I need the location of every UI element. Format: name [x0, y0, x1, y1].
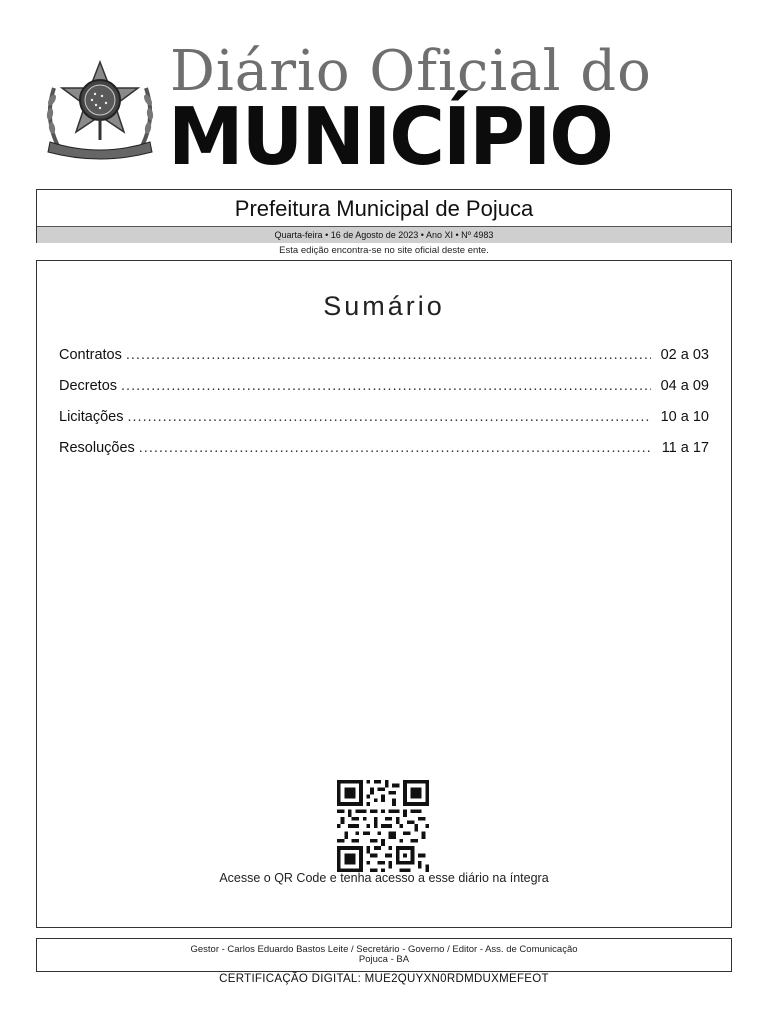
qr-caption: Acesse o QR Code e tenha acesso a esse diário na íntegra: [219, 871, 549, 885]
footer-box: [36, 938, 732, 972]
masthead: [36, 36, 736, 183]
toc-item-pages: 02 a 03: [660, 347, 709, 363]
dateline: Quarta-feira • 16 de Agosto de 2023 • Ano XI • Nº 4983: [37, 226, 731, 243]
masthead-title-line2: MUNICÍPIO: [168, 89, 612, 183]
toc-item-label: Decretos: [59, 378, 118, 394]
edition-note: Esta edição encontra-se no site oficial deste ente.: [279, 245, 489, 256]
toc-item-label: Licitações: [59, 409, 124, 425]
toc-item-licitacoes[interactable]: [59, 409, 709, 440]
toc-leader-dots: [127, 409, 650, 425]
brazil-coat-of-arms-icon: [40, 58, 160, 162]
summary-title: Sumário: [323, 291, 445, 321]
toc-item-label: Contratos: [59, 347, 122, 363]
toc-item-resolucoes[interactable]: [59, 440, 709, 471]
footer-editorial-line: Gestor - Carlos Eduardo Bastos Leite / Secretário - Governo / Editor - Ass. de Comunicação: [190, 944, 578, 955]
toc-item-pages: 04 a 09: [660, 378, 709, 394]
masthead-title-line1: Diário Oficial do: [170, 39, 652, 104]
toc-leader-dots: [126, 347, 651, 363]
toc-leader-dots: [139, 440, 652, 456]
table-of-contents: [59, 347, 709, 471]
footer-location: Pojuca - BA: [358, 954, 410, 965]
toc-item-pages: 11 a 17: [661, 440, 709, 456]
toc-item-decretos[interactable]: [59, 378, 709, 409]
digital-certification: CERTIFICAÇÃO DIGITAL: MUE2QUYXN0RDMDUXMEFEOT: [219, 973, 549, 985]
municipality-title: Prefeitura Municipal de Pojuca: [234, 196, 534, 221]
header-box: [36, 189, 732, 243]
summary-box: [36, 260, 732, 928]
toc-leader-dots: [121, 378, 651, 394]
toc-item-pages: 10 a 10: [660, 409, 709, 425]
toc-item-contratos[interactable]: [59, 347, 709, 378]
qr-code-icon[interactable]: [334, 780, 432, 872]
toc-item-label: Resoluções: [59, 440, 135, 456]
